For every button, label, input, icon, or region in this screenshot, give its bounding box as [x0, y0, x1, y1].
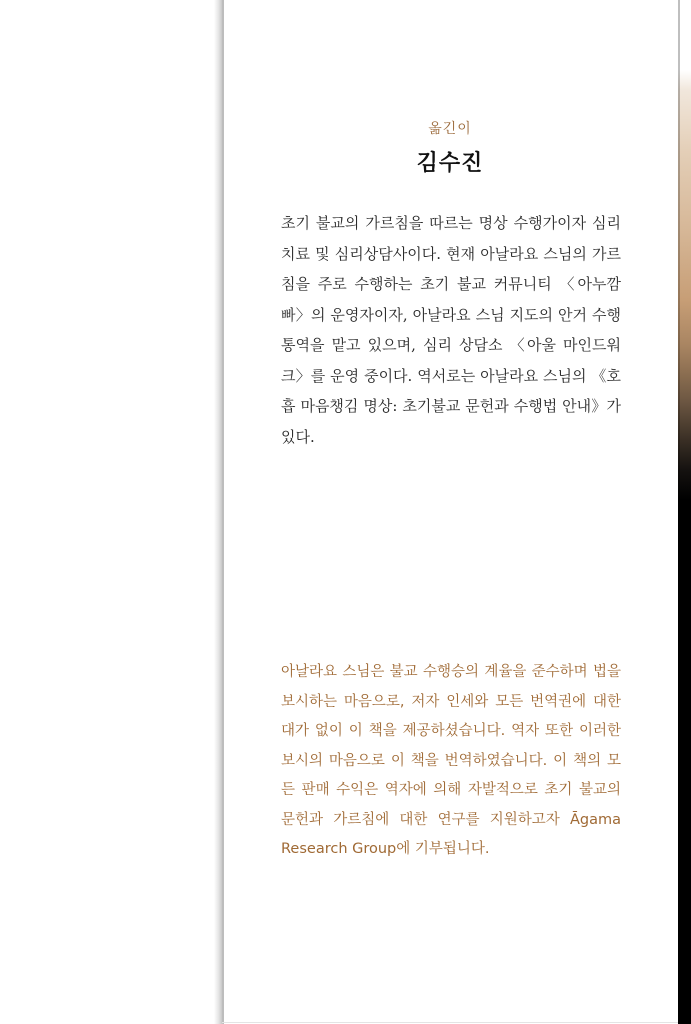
translator-label: 옮긴이 — [428, 121, 472, 137]
left-blank-page — [0, 0, 222, 1024]
translator-bio: 초기 불교의 가르침을 따르는 명상 수행가이자 심리치료 및 심리상담사이다. 현재 아날라요 스님의 가르침을 주로 수행하는 초기 불교 커뮤니티 〈아누깜빠〉의 운영자이자, 아날라요 스님 지도의 안거 수행 통역을 맡고 있으며, 심리 상담소 〈아울 마인드워크〉를 운영 중이다. 역서로는 아날라요 스님의 《호흡 마음챙김 명상: 초기불교 문헌과 수행법 안내》가 있다. — [281, 214, 621, 446]
cover-spine — [678, 0, 680, 1024]
page-edge — [222, 0, 224, 1022]
translator-name: 김수진 — [416, 151, 484, 176]
donation-notice: 아날라요 스님은 불교 수행승의 계율을 준수하며 법을 보시하는 마음으로, 저자 인세와 모든 번역권에 대한 대가 없이 이 책을 제공하셨습니다. 역자 또한 이러한 보시의 마음으로 이 책을 번역하였습니다. 이 책의 모든 판매 수익은 역자에 의해 자발적으로 초기 불교의 문헌과 가르침에 대한 연구를 지원하고자 Āgama Research Group에 기부됩니다. — [281, 664, 621, 857]
